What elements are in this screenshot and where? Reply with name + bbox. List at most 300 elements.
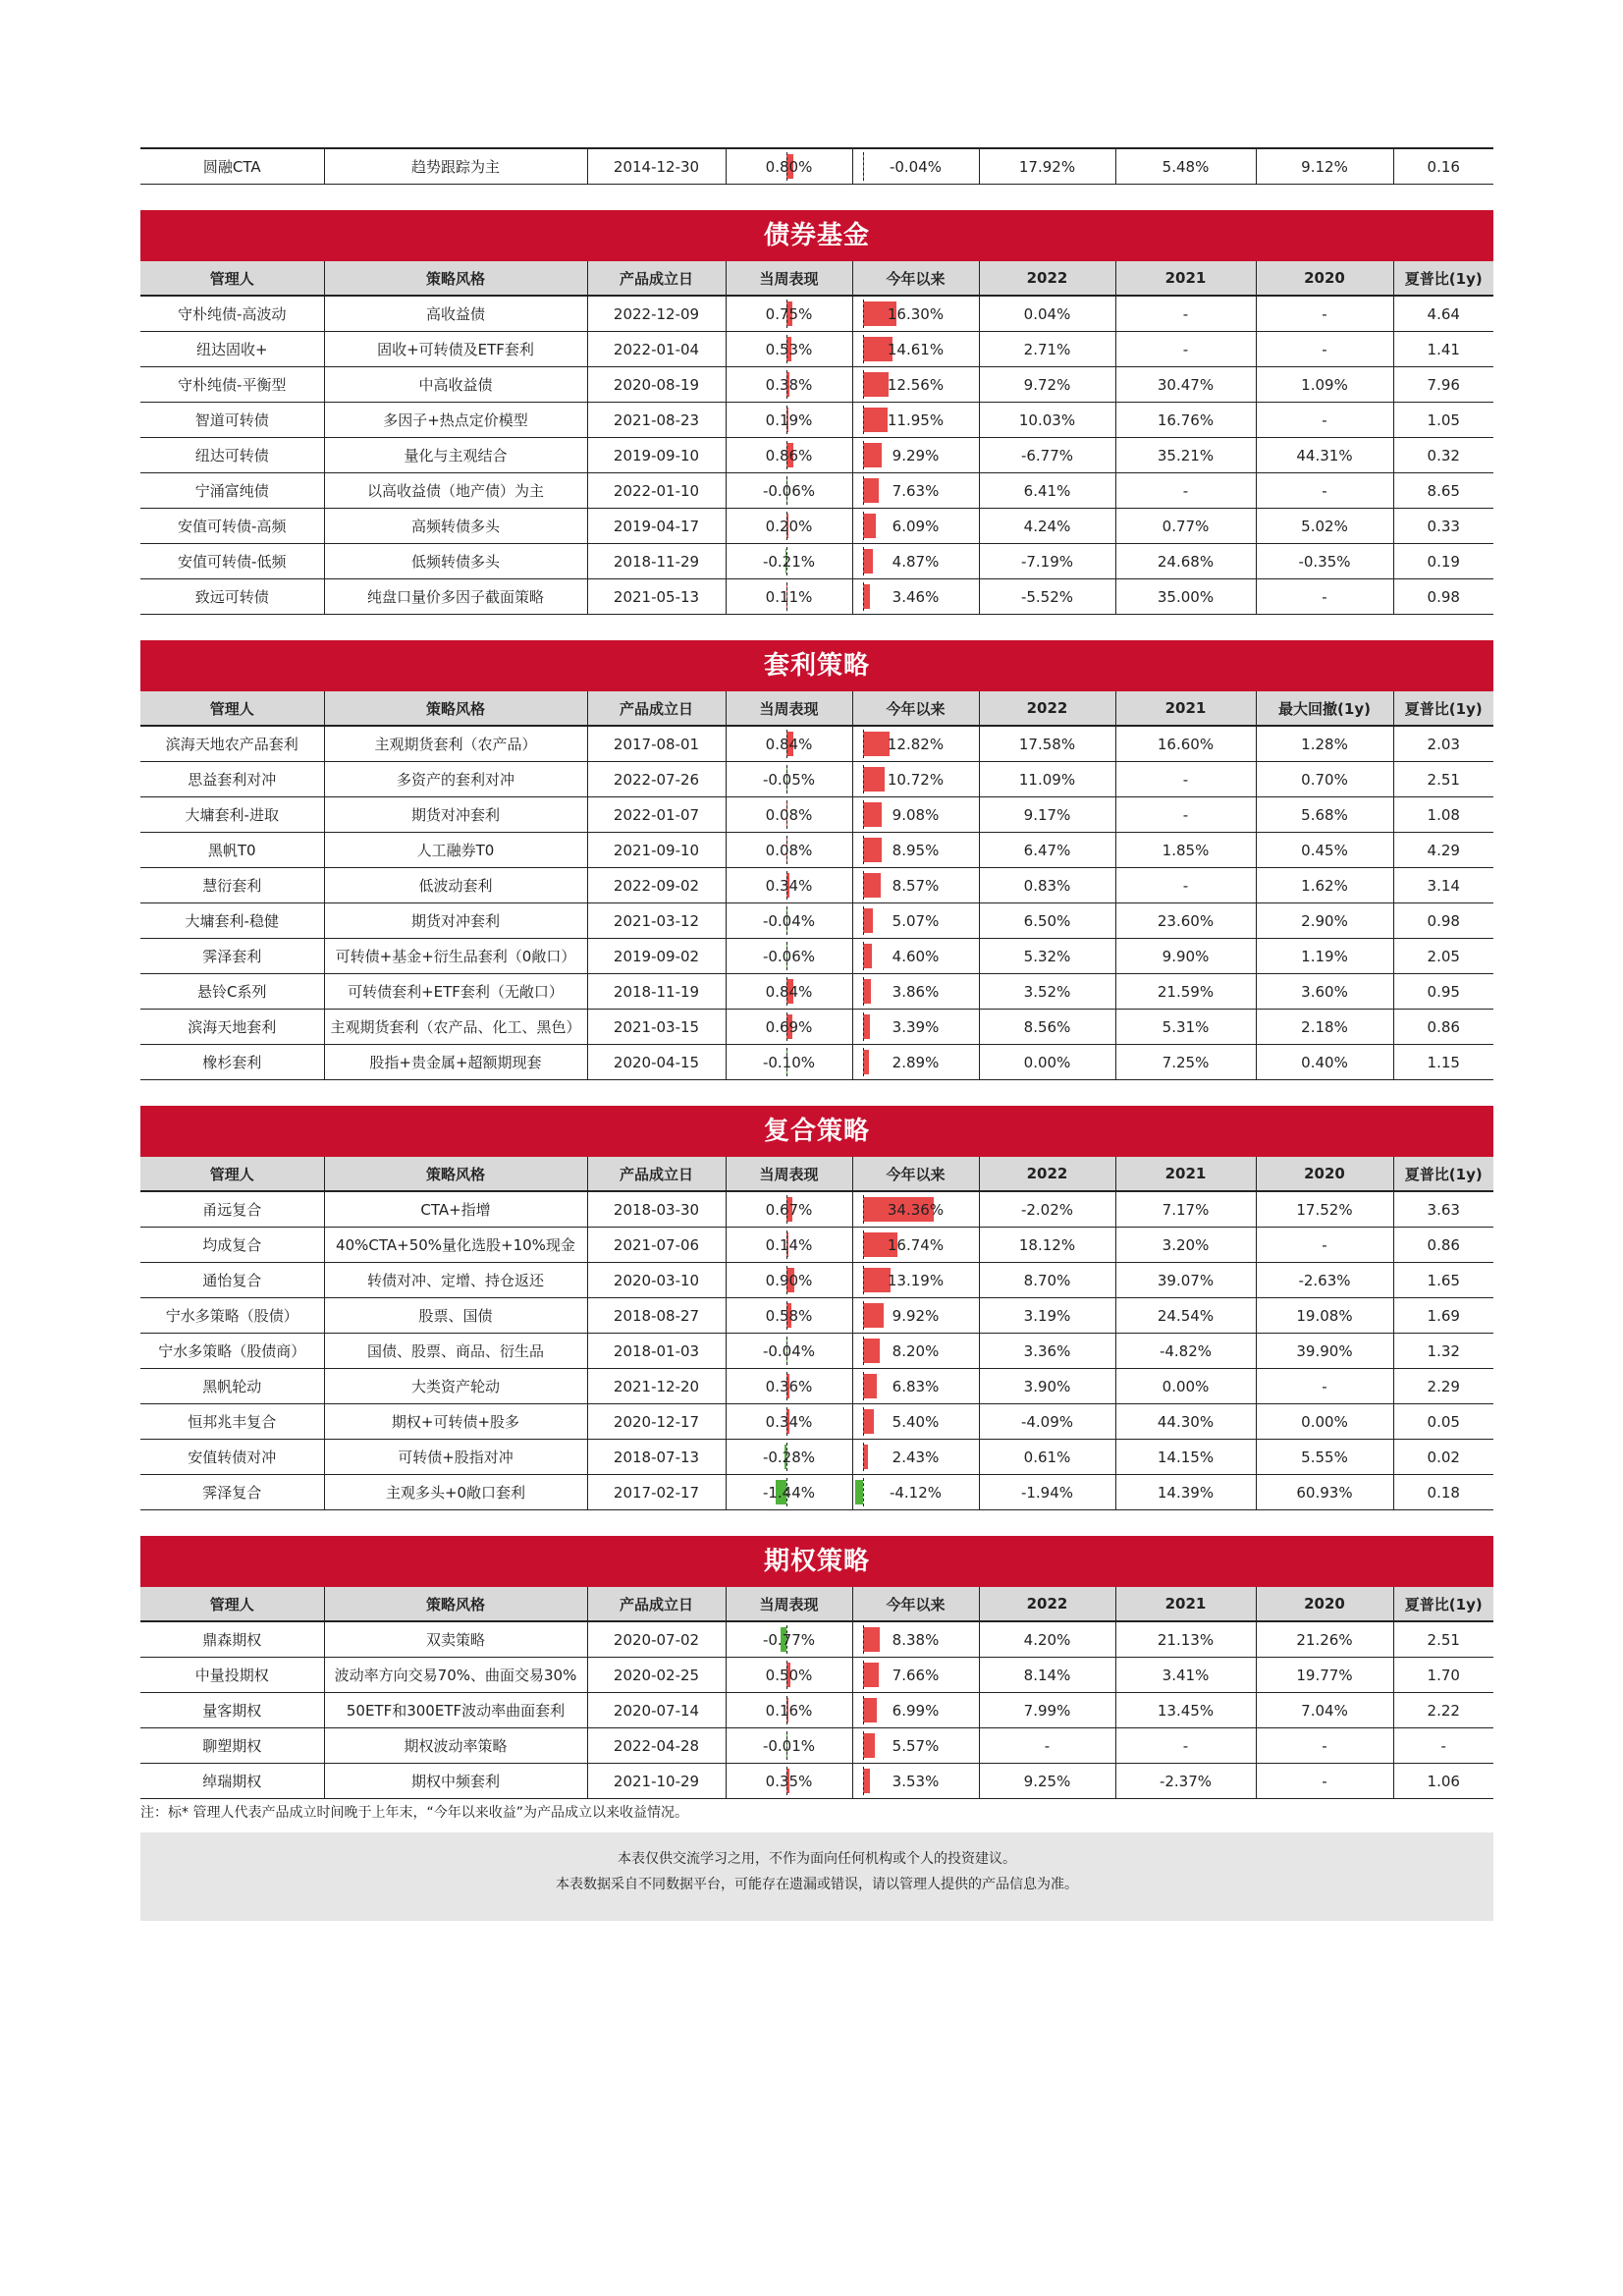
table-row	[140, 1010, 1493, 1045]
ytd-return-bar	[863, 1698, 878, 1722]
manager-name-cell: 慧衍套利	[140, 868, 324, 903]
return-2022-cell: 4.24%	[979, 509, 1115, 544]
footnote: 注：标* 管理人代表产品成立时间晚于上年末，“今年以来收益”为产品成立以来收益情况。	[140, 1805, 688, 1821]
table-row	[140, 403, 1493, 438]
column-header: 最大回撤(1y)	[1256, 691, 1393, 726]
column-header: 管理人	[140, 1587, 324, 1621]
weekly-return-value: 0.19%	[765, 410, 813, 429]
weekly-return-value: 0.67%	[765, 1200, 813, 1219]
ytd-return-value: 8.20%	[892, 1341, 940, 1360]
inception-date-cell: 2020-03-10	[587, 1263, 726, 1298]
return-2021-cell: 24.54%	[1115, 1298, 1256, 1334]
sharpe-ratio-cell: 0.86	[1393, 1228, 1493, 1263]
strategy-style-cell: 可转债+股指对冲	[324, 1440, 587, 1475]
zero-axis-line	[863, 476, 864, 505]
ytd-return-value: 9.08%	[892, 805, 940, 824]
sharpe-ratio-cell: 0.18	[1393, 1475, 1493, 1510]
column-header: 管理人	[140, 261, 324, 296]
table-row	[140, 1334, 1493, 1369]
column-header: 夏普比(1y)	[1393, 261, 1493, 296]
ytd-return-cell	[852, 148, 979, 185]
ytd-return-value: 4.87%	[892, 552, 940, 571]
return-2022-cell: -4.09%	[979, 1404, 1115, 1440]
weekly-return-cell	[726, 544, 852, 579]
column-header: 当周表现	[726, 261, 852, 296]
manager-name-cell: 绰瑞期权	[140, 1764, 324, 1799]
zero-axis-line	[863, 836, 864, 864]
weekly-return-value: 0.58%	[765, 1306, 813, 1325]
return-2021-cell: -2.37%	[1115, 1764, 1256, 1799]
inception-date-cell: 2022-12-09	[587, 296, 726, 332]
zero-axis-line	[863, 1337, 864, 1365]
inception-date-cell: 2020-02-25	[587, 1658, 726, 1693]
return-2021-cell: -	[1115, 473, 1256, 509]
column-header: 2020	[1256, 1587, 1393, 1621]
return-col8-cell: -	[1256, 473, 1393, 509]
column-header: 今年以来	[852, 1587, 979, 1621]
weekly-return-cell	[726, 1693, 852, 1728]
return-col8-cell: -2.63%	[1256, 1263, 1393, 1298]
table-row	[140, 1764, 1493, 1799]
inception-date-cell: 2019-09-10	[587, 438, 726, 473]
table-row	[140, 726, 1493, 762]
inception-date-cell: 2021-07-06	[587, 1228, 726, 1263]
return-2021-cell: 7.25%	[1115, 1045, 1256, 1080]
sharpe-ratio-cell: -	[1393, 1728, 1493, 1764]
column-header: 2021	[1115, 261, 1256, 296]
return-col8-cell: 2.90%	[1256, 903, 1393, 939]
ytd-return-bar	[863, 584, 870, 609]
table-row	[140, 903, 1493, 939]
ytd-return-cell	[852, 403, 979, 438]
weekly-return-value: -0.28%	[762, 1448, 816, 1466]
ytd-return-value: 13.19%	[887, 1271, 945, 1289]
weekly-return-cell	[726, 1334, 852, 1369]
weekly-return-cell	[726, 974, 852, 1010]
manager-name-cell: 鼎森期权	[140, 1621, 324, 1658]
manager-name-cell: 纽达可转债	[140, 438, 324, 473]
return-2021-cell: 1.85%	[1115, 833, 1256, 868]
manager-name-cell: 安值转债对冲	[140, 1440, 324, 1475]
return-col8-cell: 39.90%	[1256, 1334, 1393, 1369]
return-col8-cell: -	[1256, 403, 1393, 438]
sharpe-ratio-cell: 0.16	[1393, 148, 1493, 185]
return-col8-cell: 5.55%	[1256, 1440, 1393, 1475]
return-col8-cell: 1.09%	[1256, 367, 1393, 403]
manager-name-cell: 黑帆轮动	[140, 1369, 324, 1404]
table-row	[140, 1440, 1493, 1475]
return-2022-cell: -5.52%	[979, 579, 1115, 615]
manager-name-cell: 甬远复合	[140, 1191, 324, 1228]
strategy-style-cell: 大类资产轮动	[324, 1369, 587, 1404]
return-col8-cell: 1.19%	[1256, 939, 1393, 974]
strategy-style-cell: 股票、国债	[324, 1298, 587, 1334]
return-col8-cell: 9.12%	[1256, 148, 1393, 185]
weekly-return-cell	[726, 833, 852, 868]
return-2022-cell: 0.04%	[979, 296, 1115, 332]
ytd-return-cell	[852, 438, 979, 473]
ytd-return-bar	[863, 1268, 891, 1292]
manager-name-cell: 黑帆T0	[140, 833, 324, 868]
strategy-sections	[140, 210, 1493, 1799]
return-2021-cell: 35.00%	[1115, 579, 1256, 615]
sharpe-ratio-cell: 3.14	[1393, 868, 1493, 903]
weekly-return-cell	[726, 1728, 852, 1764]
column-header: 2021	[1115, 1587, 1256, 1621]
table-row	[140, 579, 1493, 615]
manager-name-cell: 宁水多策略（股债）	[140, 1298, 324, 1334]
sharpe-ratio-cell: 0.98	[1393, 579, 1493, 615]
weekly-return-value: 0.36%	[765, 1377, 813, 1395]
ytd-return-value: 8.95%	[892, 841, 940, 859]
inception-date-cell: 2020-12-17	[587, 1404, 726, 1440]
return-col8-cell: -0.35%	[1256, 544, 1393, 579]
header-row	[140, 691, 1493, 726]
return-2021-cell: 0.00%	[1115, 1369, 1256, 1404]
return-2022-cell: 8.56%	[979, 1010, 1115, 1045]
inception-date-cell: 2021-12-20	[587, 1369, 726, 1404]
strategy-style-cell: 期权+可转债+股多	[324, 1404, 587, 1440]
ytd-return-bar	[863, 478, 879, 503]
ytd-return-bar	[863, 1303, 884, 1328]
return-col8-cell: -	[1256, 296, 1393, 332]
ytd-return-value: 4.60%	[892, 947, 940, 965]
header-row	[140, 261, 1493, 296]
zero-axis-line	[863, 1767, 864, 1795]
strategy-style-cell: 主观期货套利（农产品）	[324, 726, 587, 762]
ytd-return-bar	[863, 1733, 875, 1758]
column-header: 2021	[1115, 1157, 1256, 1191]
section-table	[140, 1587, 1493, 1799]
ytd-return-value: 8.38%	[892, 1630, 940, 1649]
ytd-return-bar	[863, 1339, 880, 1363]
return-col8-cell: 0.40%	[1256, 1045, 1393, 1080]
weekly-return-value: -0.04%	[762, 911, 816, 930]
column-header: 当周表现	[726, 1157, 852, 1191]
inception-date-cell: 2019-09-02	[587, 939, 726, 974]
return-2021-cell: 5.31%	[1115, 1010, 1256, 1045]
inception-date-cell: 2022-01-07	[587, 797, 726, 833]
manager-name-cell: 聊塑期权	[140, 1728, 324, 1764]
manager-name-cell: 霁泽套利	[140, 939, 324, 974]
return-col8-cell: 1.28%	[1256, 726, 1393, 762]
manager-name-cell: 安值可转债-高频	[140, 509, 324, 544]
ytd-return-cell	[852, 1764, 979, 1799]
return-2021-cell: 44.30%	[1115, 1404, 1256, 1440]
weekly-return-cell	[726, 332, 852, 367]
column-header: 策略风格	[324, 261, 587, 296]
weekly-return-cell	[726, 296, 852, 332]
ytd-return-bar	[863, 838, 882, 862]
return-2021-cell: -	[1115, 762, 1256, 797]
sharpe-ratio-cell: 2.22	[1393, 1693, 1493, 1728]
ytd-return-cell	[852, 903, 979, 939]
weekly-return-value: -0.10%	[762, 1053, 816, 1071]
table-row	[140, 1621, 1493, 1658]
column-header: 当周表现	[726, 691, 852, 726]
table-row	[140, 332, 1493, 367]
ytd-return-value: 12.82%	[887, 735, 945, 753]
ytd-return-cell	[852, 1475, 979, 1510]
ytd-return-value: 3.46%	[892, 587, 940, 606]
manager-name-cell: 宁水多策略（股债商）	[140, 1334, 324, 1369]
strategy-style-cell: 期权中频套利	[324, 1764, 587, 1799]
ytd-return-value: 7.66%	[892, 1666, 940, 1684]
ytd-return-bar	[863, 514, 876, 538]
table-row	[140, 438, 1493, 473]
zero-axis-line	[863, 1731, 864, 1760]
table-row	[140, 148, 1493, 185]
return-2021-cell: -4.82%	[1115, 1334, 1256, 1369]
strategy-style-cell: 低频转债多头	[324, 544, 587, 579]
zero-axis-line	[863, 1266, 864, 1294]
weekly-return-value: -0.05%	[762, 770, 816, 789]
zero-axis-line	[863, 942, 864, 970]
weekly-return-cell	[726, 403, 852, 438]
manager-name-cell: 橡杉套利	[140, 1045, 324, 1080]
weekly-return-cell	[726, 1475, 852, 1510]
column-header: 夏普比(1y)	[1393, 691, 1493, 726]
return-2021-cell: 30.47%	[1115, 367, 1256, 403]
return-2022-cell: 0.83%	[979, 868, 1115, 903]
weekly-return-cell	[726, 1298, 852, 1334]
sharpe-ratio-cell: 2.51	[1393, 762, 1493, 797]
table-row	[140, 1475, 1493, 1510]
column-header: 今年以来	[852, 691, 979, 726]
strategy-style-cell: 高收益债	[324, 296, 587, 332]
return-2022-cell: 17.92%	[979, 148, 1115, 185]
manager-name-cell: 大墉套利-进取	[140, 797, 324, 833]
ytd-return-cell	[852, 1658, 979, 1693]
inception-date-cell: 2017-02-17	[587, 1475, 726, 1510]
column-header: 当周表现	[726, 1587, 852, 1621]
sharpe-ratio-cell: 1.70	[1393, 1658, 1493, 1693]
zero-axis-line	[863, 512, 864, 540]
zero-axis-line	[863, 1195, 864, 1224]
weekly-return-value: 0.84%	[765, 735, 813, 753]
ytd-return-cell	[852, 1440, 979, 1475]
sharpe-ratio-cell: 4.29	[1393, 833, 1493, 868]
return-2022-cell: 6.47%	[979, 833, 1115, 868]
zero-axis-line	[863, 441, 864, 469]
strategy-style-cell: 50ETF和300ETF波动率曲面套利	[324, 1693, 587, 1728]
sharpe-ratio-cell: 1.05	[1393, 403, 1493, 438]
strategy-style-cell: 主观期货套利（农产品、化工、黑色）	[324, 1010, 587, 1045]
strategy-style-cell: 高频转债多头	[324, 509, 587, 544]
return-col8-cell: 44.31%	[1256, 438, 1393, 473]
disclaimer-box	[140, 1832, 1493, 1921]
column-header: 今年以来	[852, 1157, 979, 1191]
manager-name-cell: 圆融CTA	[140, 148, 324, 185]
table-row	[140, 1369, 1493, 1404]
column-header: 2021	[1115, 691, 1256, 726]
return-2021-cell: 16.76%	[1115, 403, 1256, 438]
ytd-return-value: 5.40%	[892, 1412, 940, 1431]
weekly-return-cell	[726, 1010, 852, 1045]
strategy-style-cell: 期权波动率策略	[324, 1728, 587, 1764]
strategy-style-cell: 纯盘口量价多因子截面策略	[324, 579, 587, 615]
return-2022-cell: 0.61%	[979, 1440, 1115, 1475]
return-2021-cell: 3.20%	[1115, 1228, 1256, 1263]
ytd-return-cell	[852, 579, 979, 615]
zero-axis-line	[863, 1407, 864, 1436]
weekly-return-cell	[726, 1263, 852, 1298]
sharpe-ratio-cell: 1.65	[1393, 1263, 1493, 1298]
inception-date-cell: 2014-12-30	[587, 148, 726, 185]
zero-axis-line	[863, 871, 864, 900]
weekly-return-cell	[726, 1764, 852, 1799]
table-row	[140, 1191, 1493, 1228]
return-2022-cell: 11.09%	[979, 762, 1115, 797]
return-2022-cell: -1.94%	[979, 1475, 1115, 1510]
sharpe-ratio-cell: 0.02	[1393, 1440, 1493, 1475]
return-col8-cell: -	[1256, 579, 1393, 615]
return-col8-cell: 19.08%	[1256, 1298, 1393, 1334]
return-2021-cell: 0.77%	[1115, 509, 1256, 544]
ytd-return-bar	[863, 1627, 881, 1652]
ytd-return-cell	[852, 367, 979, 403]
weekly-return-value: 0.35%	[765, 1772, 813, 1790]
column-header: 策略风格	[324, 1157, 587, 1191]
table-row	[140, 868, 1493, 903]
sharpe-ratio-cell: 8.65	[1393, 473, 1493, 509]
weekly-return-cell	[726, 939, 852, 974]
zero-axis-line	[863, 1048, 864, 1076]
ytd-return-value: 7.63%	[892, 481, 940, 500]
manager-name-cell: 霁泽复合	[140, 1475, 324, 1510]
return-col8-cell: 2.18%	[1256, 1010, 1393, 1045]
inception-date-cell: 2022-01-10	[587, 473, 726, 509]
return-col8-cell: 0.00%	[1256, 1404, 1393, 1440]
table-row	[140, 473, 1493, 509]
weekly-return-cell	[726, 1228, 852, 1263]
column-header: 2022	[979, 1587, 1115, 1621]
return-2022-cell: 3.19%	[979, 1298, 1115, 1334]
return-2021-cell: 13.45%	[1115, 1693, 1256, 1728]
column-header: 管理人	[140, 1157, 324, 1191]
inception-date-cell: 2021-10-29	[587, 1764, 726, 1799]
return-2021-cell: 5.48%	[1115, 148, 1256, 185]
ytd-return-bar	[863, 732, 890, 756]
return-2022-cell: 6.50%	[979, 903, 1115, 939]
manager-name-cell: 滨海天地套利	[140, 1010, 324, 1045]
weekly-return-cell	[726, 903, 852, 939]
return-2021-cell: 24.68%	[1115, 544, 1256, 579]
ytd-return-value: 14.61%	[887, 340, 945, 358]
return-col8-cell: 0.70%	[1256, 762, 1393, 797]
ytd-return-cell	[852, 797, 979, 833]
table-row	[140, 296, 1493, 332]
table-row	[140, 1298, 1493, 1334]
zero-axis-line	[863, 1443, 864, 1471]
weekly-return-value: -1.44%	[762, 1483, 816, 1502]
ytd-return-bar	[863, 443, 883, 467]
return-2021-cell: 23.60%	[1115, 903, 1256, 939]
return-col8-cell: 7.04%	[1256, 1693, 1393, 1728]
weekly-return-cell	[726, 438, 852, 473]
return-2021-cell: 14.39%	[1115, 1475, 1256, 1510]
return-2022-cell: -6.77%	[979, 438, 1115, 473]
table-row	[140, 1263, 1493, 1298]
sharpe-ratio-cell: 2.51	[1393, 1621, 1493, 1658]
inception-date-cell: 2020-07-14	[587, 1693, 726, 1728]
weekly-return-value: 0.86%	[765, 446, 813, 465]
strategy-style-cell: 可转债套利+ETF套利（无敞口）	[324, 974, 587, 1010]
ytd-return-value: 2.43%	[892, 1448, 940, 1466]
weekly-return-value: -0.06%	[762, 947, 816, 965]
return-2022-cell: -7.19%	[979, 544, 1115, 579]
return-col8-cell: 5.02%	[1256, 509, 1393, 544]
ytd-return-value: 10.72%	[887, 770, 945, 789]
ytd-return-cell	[852, 544, 979, 579]
ytd-return-value: 9.29%	[892, 446, 940, 465]
inception-date-cell: 2021-03-12	[587, 903, 726, 939]
ytd-return-bar	[863, 944, 873, 968]
return-2022-cell: 9.17%	[979, 797, 1115, 833]
strategy-style-cell: 转债对冲、定增、持仓返还	[324, 1263, 587, 1298]
strategy-style-cell: 期货对冲套利	[324, 797, 587, 833]
zero-axis-line	[863, 1372, 864, 1400]
inception-date-cell: 2018-11-29	[587, 544, 726, 579]
ytd-return-cell	[852, 509, 979, 544]
return-2022-cell: 3.90%	[979, 1369, 1115, 1404]
ytd-return-cell	[852, 974, 979, 1010]
inception-date-cell: 2021-03-15	[587, 1010, 726, 1045]
weekly-return-cell	[726, 1369, 852, 1404]
weekly-return-cell	[726, 1440, 852, 1475]
sharpe-ratio-cell: 1.41	[1393, 332, 1493, 367]
weekly-return-cell	[726, 762, 852, 797]
ytd-return-bar	[863, 767, 886, 792]
weekly-return-value: 0.11%	[765, 587, 813, 606]
section-title: 债券基金	[140, 210, 1493, 261]
sharpe-ratio-cell: 0.32	[1393, 438, 1493, 473]
inception-date-cell: 2020-07-02	[587, 1621, 726, 1658]
inception-date-cell: 2022-04-28	[587, 1728, 726, 1764]
column-header: 2020	[1256, 261, 1393, 296]
table-row	[140, 1693, 1493, 1728]
manager-name-cell: 大墉套利-稳健	[140, 903, 324, 939]
zero-axis-line	[863, 1301, 864, 1330]
manager-name-cell: 纽达固收+	[140, 332, 324, 367]
return-2021-cell: 21.59%	[1115, 974, 1256, 1010]
weekly-return-value: 0.16%	[765, 1701, 813, 1720]
table-row	[140, 544, 1493, 579]
weekly-return-value: 0.84%	[765, 982, 813, 1001]
ytd-return-cell	[852, 833, 979, 868]
ytd-return-cell	[852, 1010, 979, 1045]
strategy-style-cell: CTA+指增	[324, 1191, 587, 1228]
return-2022-cell: 7.99%	[979, 1693, 1115, 1728]
sharpe-ratio-cell: 0.05	[1393, 1404, 1493, 1440]
ytd-return-bar	[863, 873, 881, 898]
section-title: 套利策略	[140, 640, 1493, 691]
return-2022-cell: 2.71%	[979, 332, 1115, 367]
manager-name-cell: 守朴纯债-高波动	[140, 296, 324, 332]
inception-date-cell: 2018-08-27	[587, 1298, 726, 1334]
return-2021-cell: 35.21%	[1115, 438, 1256, 473]
sharpe-ratio-cell: 0.33	[1393, 509, 1493, 544]
ytd-return-cell	[852, 1191, 979, 1228]
ytd-return-cell	[852, 1298, 979, 1334]
ytd-return-cell	[852, 762, 979, 797]
zero-axis-line	[863, 730, 864, 758]
table-row	[140, 974, 1493, 1010]
column-header: 夏普比(1y)	[1393, 1587, 1493, 1621]
fund-performance-report	[140, 147, 1493, 1921]
manager-name-cell: 量客期权	[140, 1693, 324, 1728]
column-header: 产品成立日	[587, 1157, 726, 1191]
